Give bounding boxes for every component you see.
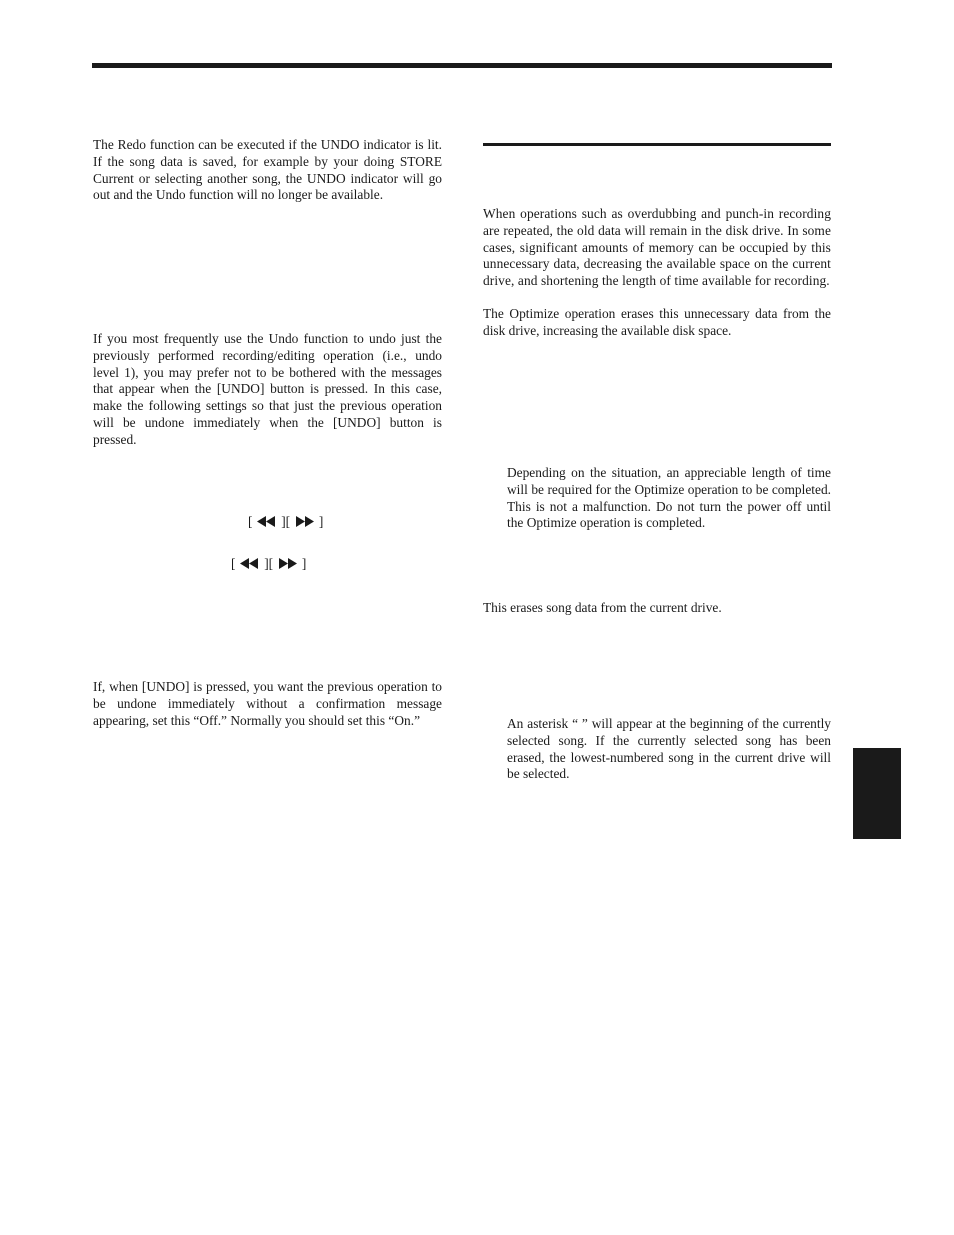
bracket-open: [ [248,514,253,529]
bracket-open: [ [231,556,236,571]
optimize-intro-paragraph: When operations such as overdubbing and punch-in recording are repeated, the old data will remain in the disk drive. In some cases, significant amounts of memory can be occupied by this unnecessary data, decreasing the available space on the current drive, and shortening the length of time available for recording. [483,206,831,289]
fast-forward-icon [294,515,314,531]
undo-settings-paragraph: If you most frequently use the Undo function to undo just the previously performed recording/editing operation (i.e., undo level 1), you may prefer not to be bothered with the messages that appear when the [UNDO] button is pressed. In this case, make the following settings so that just the previous operation will be undone immediately when the [UNDO] button is pressed. [93,331,442,447]
bracket-close: ] [301,556,307,571]
control-keys-row-2 [231,556,306,573]
optimize-description-paragraph: The Optimize operation erases this unnecessary data from the disk drive, increasing the available disk space. [483,306,831,338]
bracket-middle: ][ [264,556,274,571]
erase-song-paragraph: This erases song data from the current drive. [483,600,722,615]
confirmation-paragraph: If, when [UNDO] is pressed, you want the previous operation to be undone immediately without a confirmation message appearing, set this “Off.” Normally you should set this “On.” [93,679,442,728]
bracket-middle: ][ [281,514,291,529]
fast-forward-icon [277,557,297,573]
bracket-close: ] [318,514,324,529]
rewind-icon [257,515,277,531]
rewind-icon [240,557,260,573]
section-rule [483,143,831,146]
header-rule [92,63,832,68]
asterisk-note: An asterisk “ ” will appear at the beginning of the currently selected song. If the currently selected song has been erased, the lowest-numbered song in the current drive will be selected. [507,716,831,782]
redo-paragraph: The Redo function can be executed if the UNDO indicator is lit. If the song data is saved, for example by your doing STORE Current or selecting another song, the UNDO indicator will go out and the Undo function will no longer be available. [93,137,442,203]
chapter-tab [853,748,901,839]
optimize-note: Depending on the situation, an appreciable length of time will be required for the Optimize operation to be completed. This is not a malfunction. Do not turn the power off until the Optimize operation is completed. [507,465,831,531]
control-keys-row-1 [248,514,323,531]
